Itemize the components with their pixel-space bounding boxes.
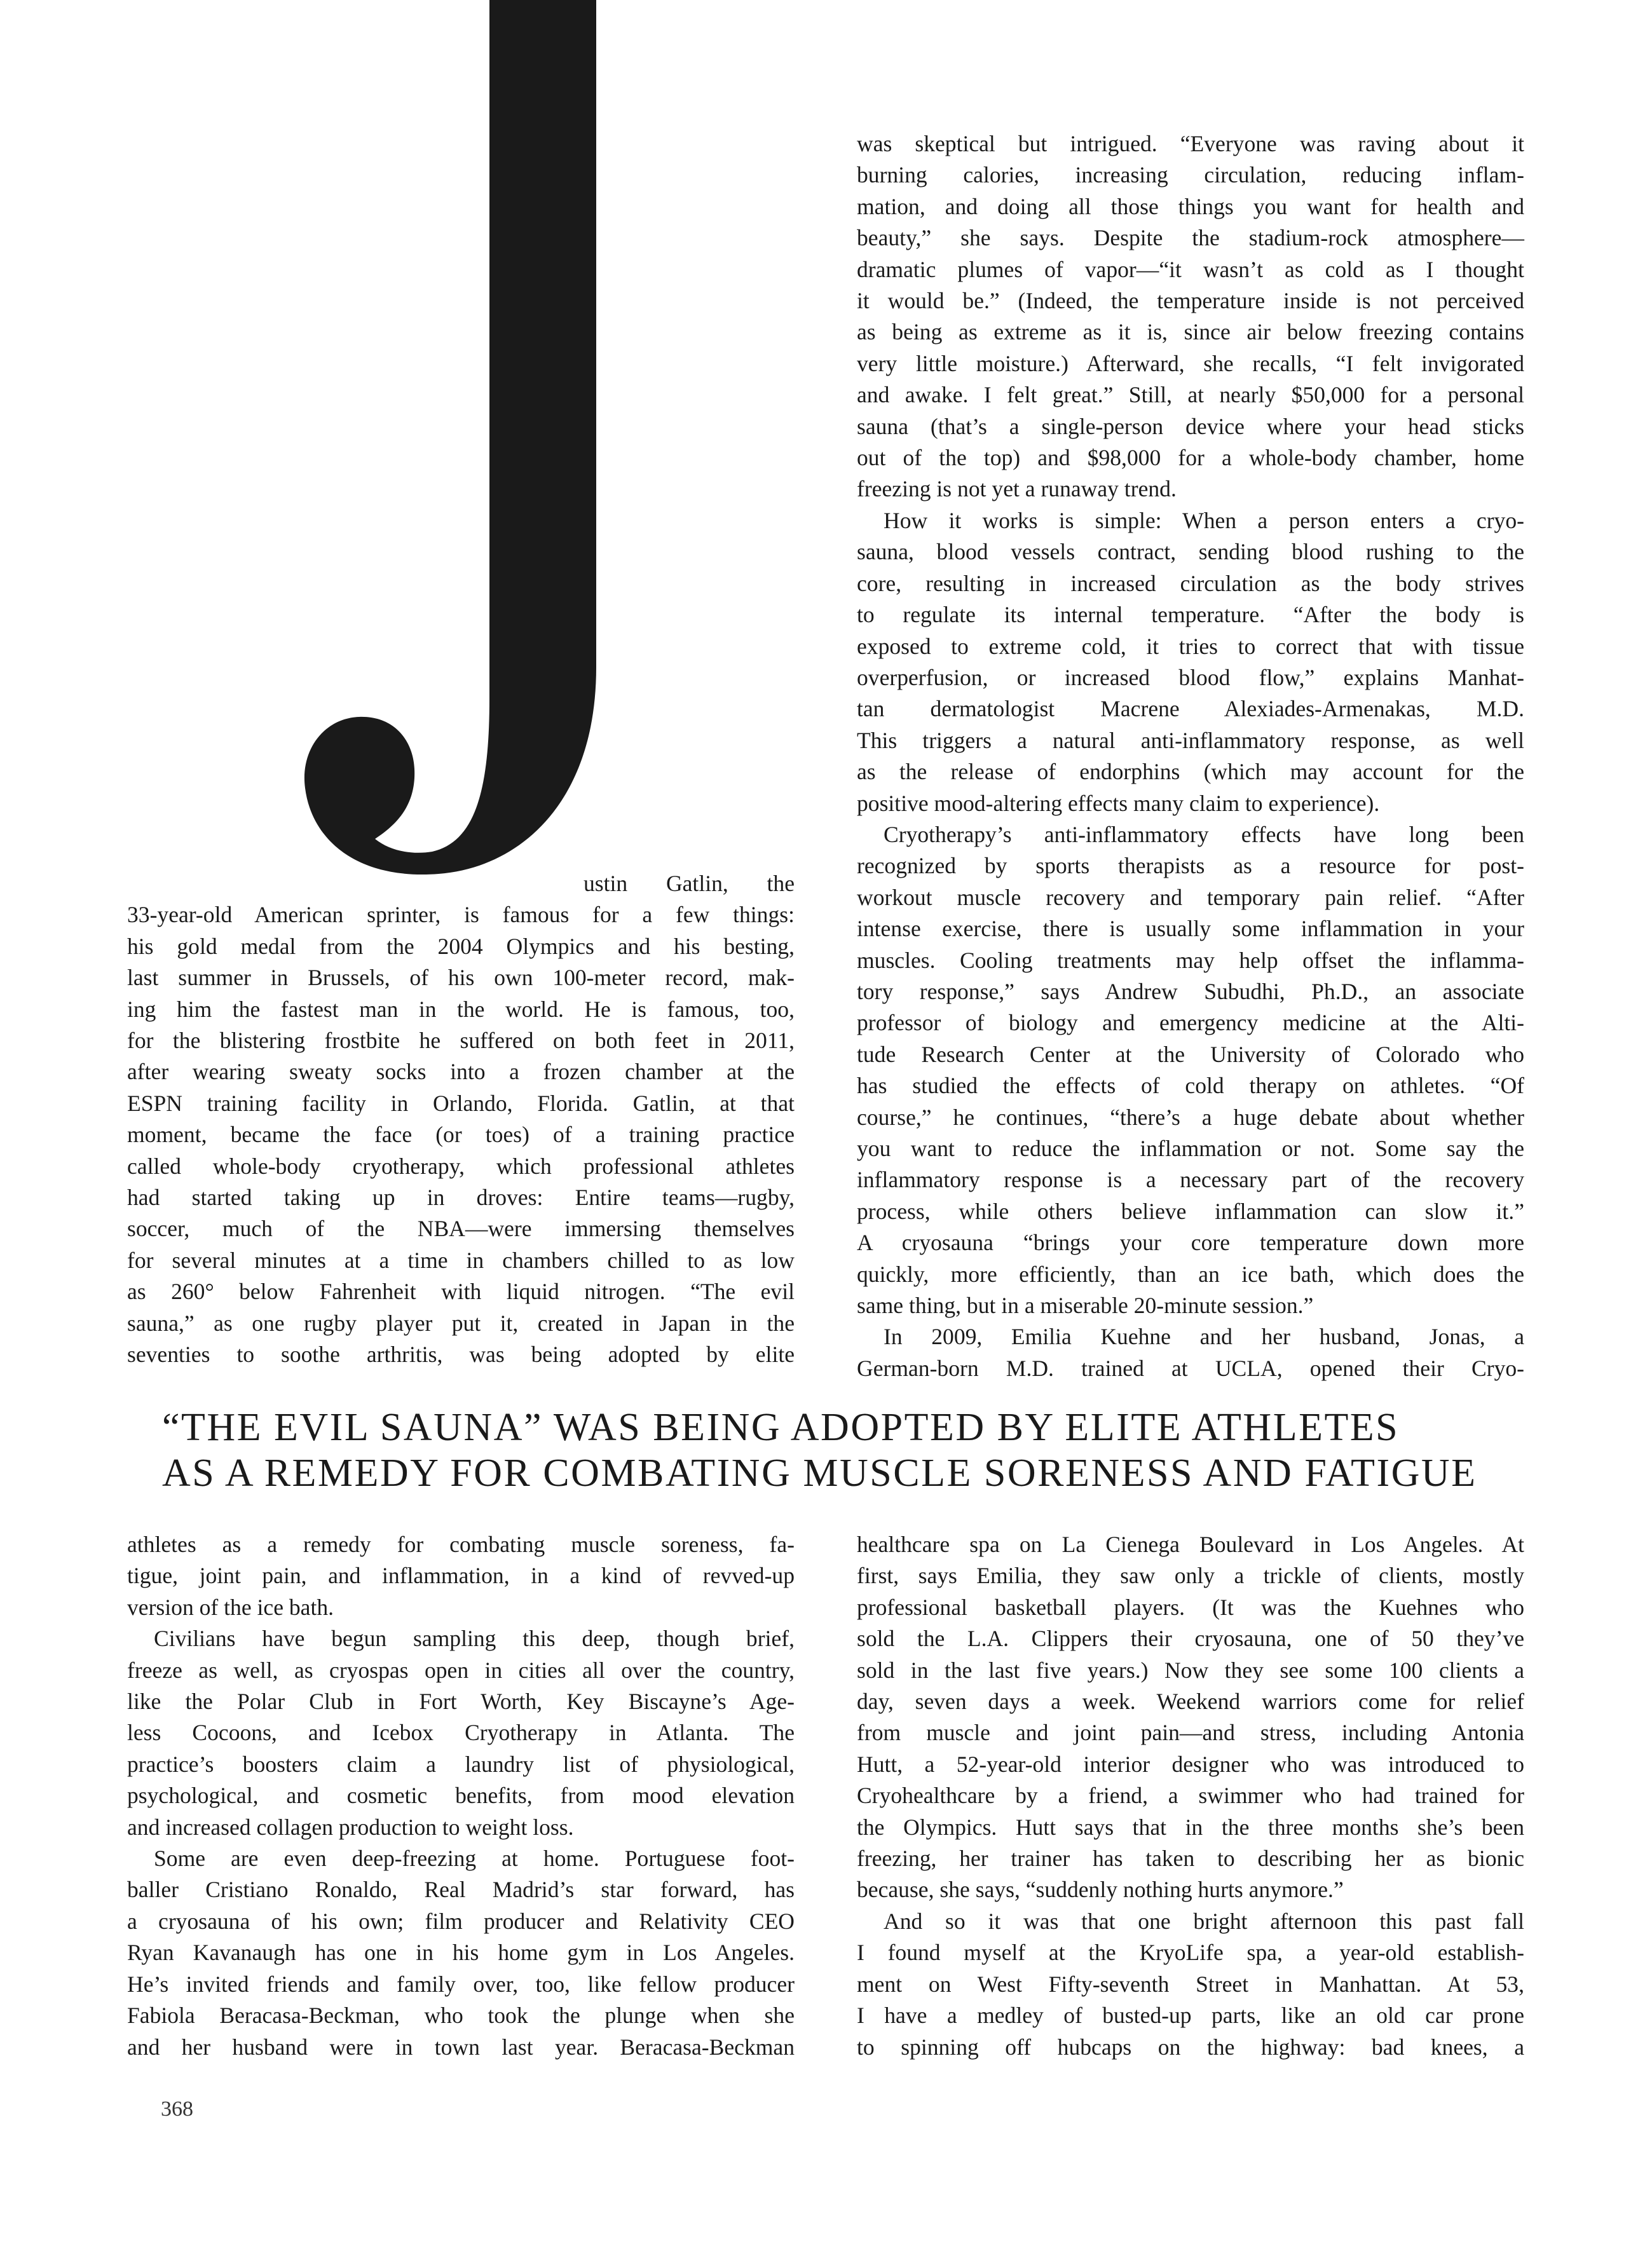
text-line: as 260° below Fahrenheit with liquid nitrogen. “The evil: [127, 1279, 795, 1305]
text-line: overperfusion, or increased blood flow,” explains Manhat-: [857, 664, 1524, 690]
text-line: called whole-body cryotherapy, which professional athletes: [127, 1153, 795, 1179]
text-line: sold in the last five years.) Now they see some 100 clients a: [857, 1657, 1524, 1683]
dropcap-letter-j: [280, 0, 610, 890]
text-line: tude Research Center at the University of Colorado who: [857, 1041, 1524, 1067]
text-line: after wearing sweaty socks into a frozen chamber at the: [127, 1059, 795, 1085]
text-line: dramatic plumes of vapor—“it wasn’t as cold as I thought: [857, 256, 1524, 282]
text-line: as being as extreme as it is, since air below freezing contains: [857, 319, 1524, 345]
text-line: the Olympics. Hutt says that in the three months she’s been: [857, 1814, 1524, 1840]
text-line: He’s invited friends and family over, too, like fellow producer: [127, 1971, 795, 1997]
text-line: professional basketball players. (It was the Kuehnes who: [857, 1594, 1524, 1620]
text-line: to spinning off hubcaps on the highway: bad knees, a: [857, 2034, 1524, 2060]
text-line: German-born M.D. trained at UCLA, opened their Cryo-: [857, 1355, 1524, 1381]
text-line: professor of biology and emergency medicine at the Alti-: [857, 1010, 1524, 1036]
text-line: tigue, joint pain, and inflammation, in a kind of revved-up: [127, 1563, 795, 1589]
text-line: ustin Gatlin, the: [584, 871, 795, 896]
text-line: less Cocoons, and Icebox Cryotherapy in Atlanta. The: [127, 1720, 795, 1746]
text-line: from muscle and joint pain—and stress, including Antonia: [857, 1720, 1524, 1746]
text-line: tory response,” says Andrew Subudhi, Ph.D., an associate: [857, 978, 1524, 1004]
text-line: like the Polar Club in Fort Worth, Key Biscayne’s Age-: [127, 1689, 795, 1715]
text-line: for several minutes at a time in chambers chilled to as low: [127, 1247, 795, 1273]
text-line: Ryan Kavanaugh has one in his home gym in Los Angeles.: [127, 1940, 795, 1966]
text-line: athletes as a remedy for combating muscle soreness, fa-: [127, 1532, 795, 1557]
pull-quote-line-1: “THE EVIL SAUNA” WAS BEING ADOPTED BY ELITE ATHLETES: [162, 1406, 1400, 1449]
text-line: and increased collagen production to weight loss.: [127, 1814, 574, 1840]
text-line: sold the L.A. Clippers their cryosauna, one of 50 they’ve: [857, 1626, 1524, 1652]
text-line: A cryosauna “brings your core temperature down more: [857, 1230, 1524, 1256]
text-line: first, says Emilia, they saw only a trickle of clients, mostly: [857, 1563, 1524, 1589]
text-line: How it works is simple: When a person enters a cryo-: [884, 507, 1524, 533]
column-2-top: [857, 128, 1524, 1384]
page-number: 368: [161, 2097, 193, 2121]
text-line: very little moisture.) Afterward, she recalls, “I felt invigorated: [857, 350, 1524, 376]
text-line: a cryosauna of his own; film producer and Relativity CEO: [127, 1908, 795, 1934]
text-line: muscles. Cooling treatments may help offset the inflamma-: [857, 947, 1524, 973]
text-line: course,” he continues, “there’s a huge debate about whether: [857, 1104, 1524, 1130]
text-line: exposed to extreme cold, it tries to correct that with tissue: [857, 633, 1524, 659]
dropcap-j-shape: [304, 0, 596, 875]
text-line: ESPN training facility in Orlando, Florida. Gatlin, at that: [127, 1090, 795, 1116]
text-line: Cryotherapy’s anti-inflammatory effects have long been: [884, 821, 1524, 847]
text-line: And so it was that one bright afternoon this past fall: [884, 1908, 1524, 1934]
text-line: workout muscle recovery and temporary pain relief. “After: [857, 884, 1524, 910]
text-line: sauna, blood vessels contract, sending blood rushing to the: [857, 539, 1524, 565]
text-line: as the release of endorphins (which may account for the: [857, 759, 1524, 785]
text-line: positive mood-altering effects many claim to experience).: [857, 790, 1380, 816]
text-line: tan dermatologist Macrene Alexiades-Armenakas, M.D.: [857, 696, 1524, 722]
text-line: I have a medley of busted-up parts, like an old car prone: [857, 2003, 1524, 2029]
pull-quote: [162, 1405, 1491, 1496]
text-line: because, she says, “suddenly nothing hurts anymore.”: [857, 1877, 1344, 1903]
text-line: Cryohealthcare by a friend, a swimmer who had trained for: [857, 1783, 1524, 1809]
text-line: sauna,” as one rugby player put it, created in Japan in the: [127, 1310, 795, 1336]
text-line: recognized by sports therapists as a resource for post-: [857, 853, 1524, 879]
text-line: was skeptical but intrigued. “Everyone was raving about it: [857, 131, 1524, 156]
text-line: In 2009, Emilia Kuehne and her husband, Jonas, a: [884, 1324, 1524, 1350]
text-line: and her husband were in town last year. Beracasa-Beckman: [127, 2034, 795, 2060]
text-line: ment on West Fifty-seventh Street in Manhattan. At 53,: [857, 1971, 1524, 1997]
text-line: has studied the effects of cold therapy on athletes. “Of: [857, 1073, 1524, 1099]
text-line: This triggers a natural anti-inflammatory response, as well: [857, 727, 1524, 753]
text-line: same thing, but in a miserable 20-minute session.”: [857, 1293, 1314, 1319]
text-line: day, seven days a week. Weekend warriors come for relief: [857, 1689, 1524, 1715]
text-line: ing him the fastest man in the world. He is famous, too,: [127, 996, 795, 1022]
text-line: seventies to soothe arthritis, was being adopted by elite: [127, 1342, 795, 1368]
text-line: Fabiola Beracasa-Beckman, who took the plunge when she: [127, 2003, 795, 2029]
text-line: you want to reduce the inflammation or not. Some say the: [857, 1136, 1524, 1161]
text-line: had started taking up in droves: Entire teams—rugby,: [127, 1185, 795, 1211]
column-1-bottom: [127, 1529, 795, 2063]
text-line: Hutt, a 52-year-old interior designer who was introduced to: [857, 1751, 1524, 1777]
column-1-top: [127, 868, 795, 1371]
text-line: 33-year-old American sprinter, is famous for a few things:: [127, 902, 795, 928]
text-line: burning calories, increasing circulation, reducing inflam-: [857, 162, 1524, 188]
text-line: intense exercise, there is usually some inflammation in your: [857, 916, 1524, 942]
pull-quote-line-2: AS A REMEDY FOR COMBATING MUSCLE SORENESS AND FATIGUE: [162, 1452, 1477, 1495]
text-line: I found myself at the KryoLife spa, a year-old establish-: [857, 1940, 1524, 1966]
text-line: healthcare spa on La Cienega Boulevard in Los Angeles. At: [857, 1532, 1524, 1557]
column-2-bottom: [857, 1529, 1524, 2063]
text-line: inflammatory response is a necessary part of the recovery: [857, 1167, 1524, 1193]
text-line: out of the top) and $98,000 for a whole-body chamber, home: [857, 445, 1524, 471]
text-line: Civilians have begun sampling this deep, though brief,: [154, 1626, 795, 1652]
text-line: core, resulting in increased circulation as the body strives: [857, 570, 1524, 596]
text-line: it would be.” (Indeed, the temperature inside is not perceived: [857, 288, 1524, 314]
text-line: beauty,” she says. Despite the stadium-rock atmosphere—: [857, 225, 1524, 251]
text-line: baller Cristiano Ronaldo, Real Madrid’s star forward, has: [127, 1877, 795, 1903]
text-line: to regulate its internal temperature. “After the body is: [857, 602, 1524, 628]
text-line: Some are even deep-freezing at home. Portuguese foot-: [154, 1846, 795, 1872]
text-line: process, while others believe inflammation can slow it.”: [857, 1198, 1524, 1224]
text-line: psychological, and cosmetic benefits, from mood elevation: [127, 1783, 795, 1809]
text-line: moment, became the face (or toes) of a training practice: [127, 1122, 795, 1148]
text-line: last summer in Brussels, of his own 100-meter record, mak-: [127, 965, 795, 991]
text-line: for the blistering frostbite he suffered on both feet in 2011,: [127, 1028, 795, 1054]
text-line: and awake. I felt great.” Still, at nearly $50,000 for a personal: [857, 382, 1524, 408]
text-line: practice’s boosters claim a laundry list of physiological,: [127, 1751, 795, 1777]
text-line: his gold medal from the 2004 Olympics and his besting,: [127, 933, 795, 959]
text-line: freezing is not yet a runaway trend.: [857, 476, 1177, 502]
text-line: freeze as well, as cryospas open in cities all over the country,: [127, 1657, 795, 1683]
text-line: sauna (that’s a single-person device where your head sticks: [857, 413, 1524, 439]
text-line: quickly, more efficiently, than an ice bath, which does the: [857, 1261, 1524, 1287]
text-line: freezing, her trainer has taken to describing her as bionic: [857, 1846, 1524, 1872]
text-line: soccer, much of the NBA—were immersing themselves: [127, 1216, 795, 1242]
text-line: mation, and doing all those things you want for health and: [857, 193, 1524, 219]
text-line: version of the ice bath.: [127, 1594, 334, 1620]
